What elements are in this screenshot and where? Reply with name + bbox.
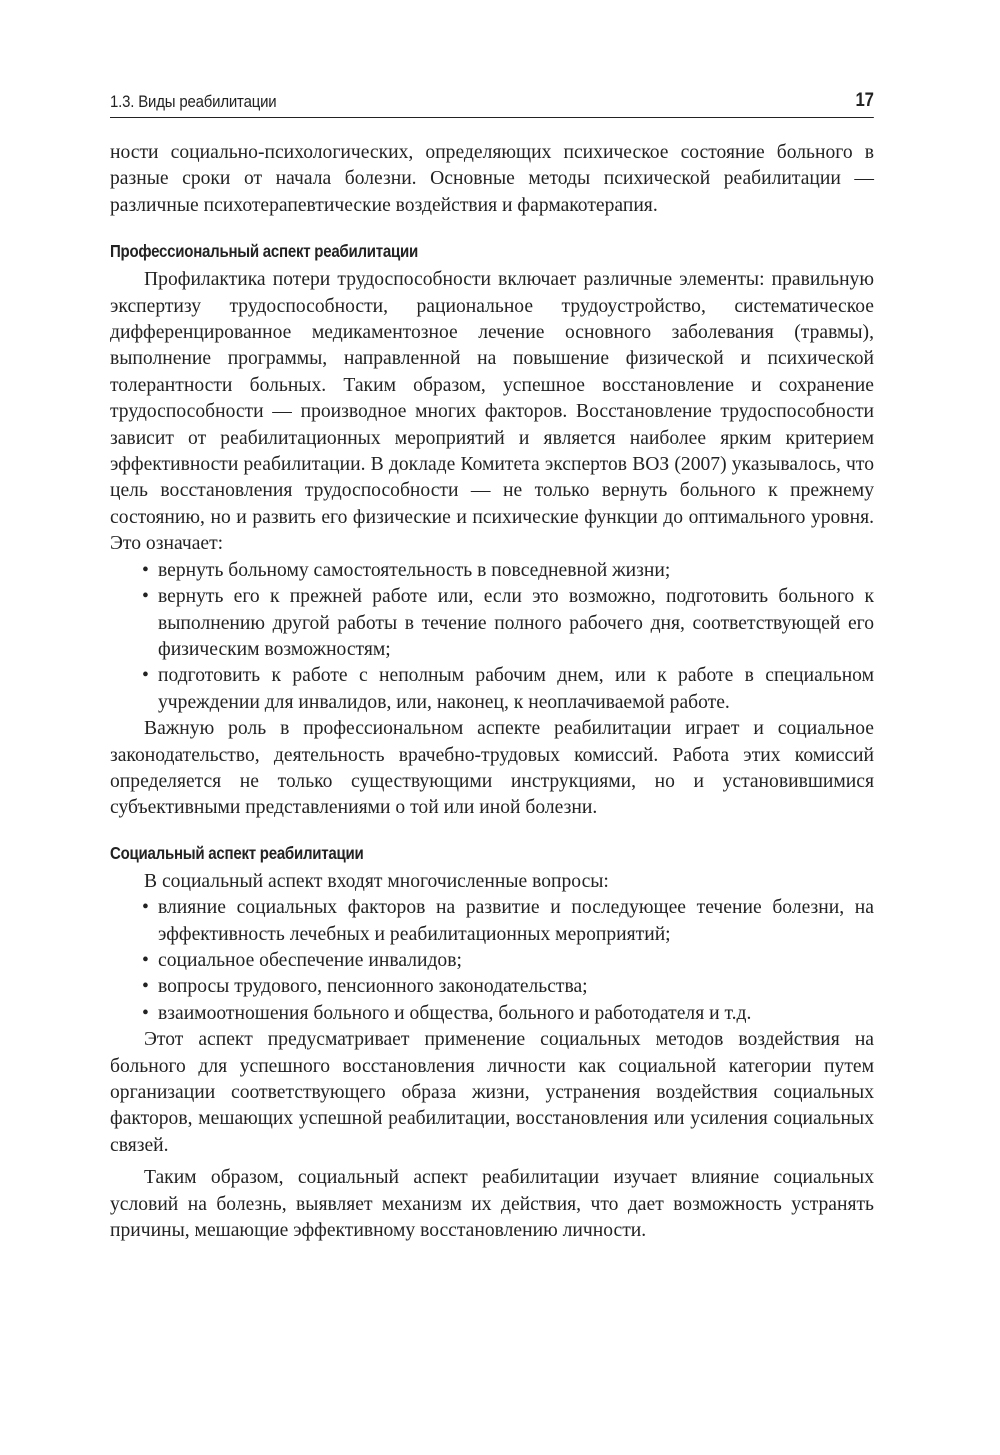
book-page — [110, 90, 874, 1244]
list-item-text: социальное обеспечение инвалидов; — [158, 949, 462, 971]
list-item-text: вернуть его к прежней работе или, если это возможно, подготовить больного к выполнению другой работы в течение полного рабочего дня, соответствующей его физическим возможностям; — [158, 586, 874, 660]
list-item — [142, 974, 874, 1000]
list-item — [142, 584, 874, 663]
social-bullet-list — [110, 895, 874, 1027]
list-item-text: взаимоотношения больного и общества, больного и работодателя и т.д. — [158, 1002, 752, 1024]
bullet-icon: • — [142, 1002, 149, 1024]
bullet-icon: • — [142, 949, 149, 971]
list-item-text: вопросы трудового, пенсионного законодательства; — [158, 976, 588, 998]
list-item — [142, 1001, 874, 1027]
bullet-icon: • — [142, 976, 149, 998]
professional-paragraph-2: Важную роль в профессиональном аспекте реабилитации играет и социальное законодательство, деятельность врачебно-трудовых комиссий. Работа этих комиссий определяется не только существующими инструкциями, но и установившимися субъективными представлениями о той или иной болезни. — [110, 718, 874, 819]
bullet-icon: • — [142, 559, 149, 581]
social-paragraph-1: Этот аспект предусматривает применение социальных методов воздействия на больного для успешного восстановления личности как социальной категории путем организации соответствующего образа жизни, устранения воздействия социальных факторов, мешающих успешной реабилитации, восстановления или усиления социальных связей. — [110, 1029, 874, 1156]
bullet-icon: • — [142, 897, 149, 919]
professional-aspect-heading: Профессиональный аспект реабилитации — [110, 241, 418, 262]
social-aspect-heading: Социальный аспект реабилитации — [110, 842, 364, 863]
list-item-text: подготовить к работе с неполным рабочим днем, или к работе в специальном учреждении для инвалидов, или, наконец, к неоплачиваемой работе. — [158, 665, 874, 713]
running-header-section-title: 1.3. Виды реабилитации — [110, 92, 277, 111]
list-item-text: вернуть больному самостоятельность в повседневной жизни; — [158, 559, 671, 581]
bullet-icon: • — [142, 586, 149, 608]
intro-paragraph: ности социально-психологических, определяющих психическое состояние больного в разные сроки от начала болезни. Основные методы психической реабилитации — различные психотерапевтические воздействия и фармакотерапия. — [110, 142, 874, 216]
list-item — [142, 895, 874, 948]
list-item — [142, 663, 874, 716]
bullet-icon: • — [142, 665, 149, 687]
page-body — [110, 140, 874, 1244]
list-item — [142, 948, 874, 974]
social-intro: В социальный аспект входят многочисленные вопросы: — [144, 870, 609, 892]
list-item-text: влияние социальных факторов на развитие и последующее течение болезни, на эффективность лечебных и реабилитационных мероприятий; — [158, 897, 874, 945]
running-header — [110, 90, 874, 118]
professional-bullet-list — [110, 558, 874, 716]
social-paragraph-2: Таким образом, социальный аспект реабилитации изучает влияние социальных условий на болезнь, выявляет механизм их действия, что дает возможность устранять причины, мешающие эффективному восстановлению личности. — [110, 1167, 874, 1242]
list-item — [142, 558, 874, 584]
professional-paragraph-1: Профилактика потери трудоспособности включает различные элементы: правильную экспертизу трудоспособности, рациональное трудоустройство, систематическое дифференцированное медикаментозное лечение основного заболевания (травмы), выполнение программы, направленной на повышение физической и психической толерантности больных. Таким образом, успешное восстановление и сохранение трудоспособности — производное многих факторов. Восстановление трудоспособности зависит от реабилитационных мероприятий и является наиболее ярким критерием эффективности реабилитации. В докладе Комитета экспертов ВОЗ (2007) указывалось, что цель восстановления трудоспособности — не только вернуть больного к прежнему состоянию, но и развить его физические и психические функции до оптимального уровня. Это означает: — [110, 269, 874, 555]
page-number: 17 — [855, 90, 874, 111]
